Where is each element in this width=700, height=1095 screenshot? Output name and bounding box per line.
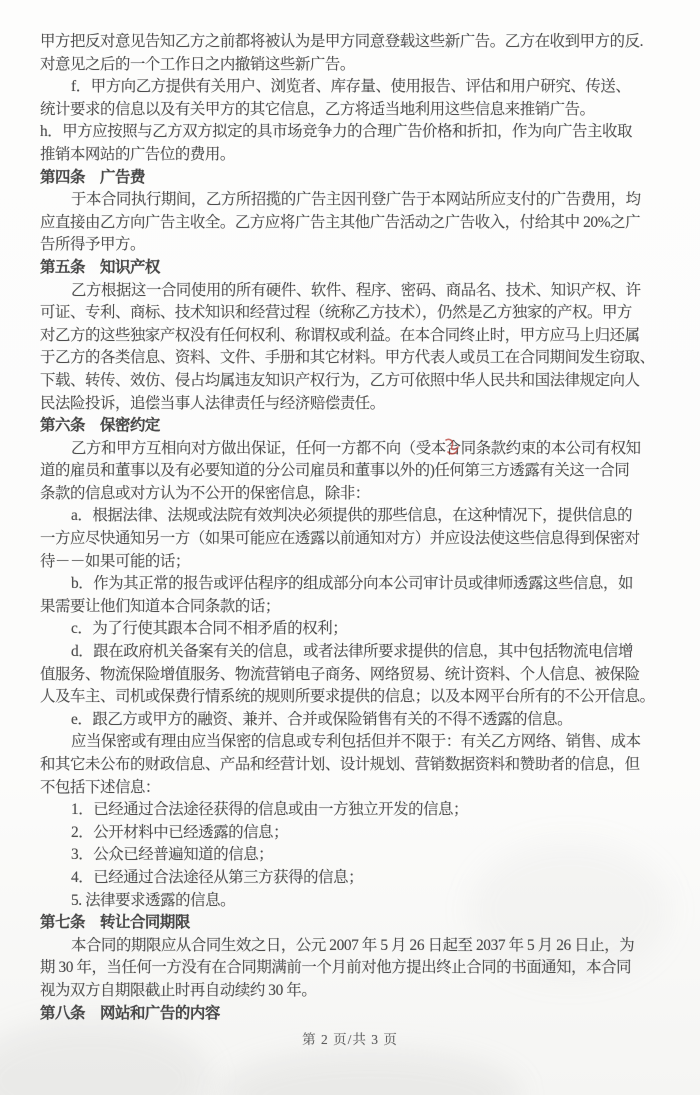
text-line: 3．公众已经普遍知道的信息； [71, 846, 274, 864]
text-line: 民法险投诉，追偿当事人法律责任与经济赔偿责任。 [40, 394, 385, 412]
text-line: 视为双方自期限截止时再自动续约 30 年。 [40, 981, 317, 999]
text-line: 可证、专利、商标、技术知识和经营过程（统称乙方技术），仍然是乙方独家的产权。甲方 [40, 304, 632, 322]
text-line: 人及车主、司机或保费行情系统的规则所要求提供的信息；以及本网平台所有的不公开信息。 [40, 688, 655, 706]
text-line: 5. 法律要求透露的信息。 [71, 891, 236, 909]
text-line: 甲方把反对意见告知乙方之前都将被认为是甲方同意登载这些新广告。乙方在收到甲方的反. [40, 33, 644, 50]
section-heading: 第四条 广告费 [40, 168, 145, 186]
section-heading: 第八条 网站和广告的内容 [40, 1004, 220, 1022]
text-line: d．跟在政府机关备案有关的信息，或者法律所要求提供的信息，其中包括物流电信增 [71, 643, 633, 661]
text-line: 统计要求的信息以及有关甲方的其它信息，乙方将适当地利用这些信息来推销广告。 [40, 100, 595, 118]
text-line: 于乙方的各类信息、资料、文件、手册和其它材料。甲方代表人或员工在合同期间发生窃取、 [40, 349, 655, 367]
text-line: 一方应尽快通知另一方（如果可能应在透露以前通知对方）并应设法使这些信息得到保密对 [40, 530, 640, 548]
text-line: 道的雇员和董事以及有必要知道的分公司雇员和董事以外的)任何第三方透露有关这一合同 [40, 462, 630, 480]
text-line: a．根据法律、法规或法院有效判决必须提供的那些信息，在这种情况下，提供信息的 [71, 507, 633, 525]
text-line: f．甲方向乙方提供有关用户、浏览者、库存量、使用报告、评估和用户研究、传送、 [71, 78, 631, 96]
text-line: 果需要让他们知道本合同条款的话； [40, 597, 280, 615]
section-heading: 第七条 转让合同期限 [40, 914, 190, 932]
text-line: b．作为其正常的报告或评估程序的组成部分向本公司审计员或律师透露这些信息，如 [71, 575, 633, 593]
page-footer: 第 2 页/共 3 页 [302, 1032, 398, 1047]
text-line: 告所得予甲方。 [40, 236, 145, 254]
scan-shading [220, 1050, 520, 1095]
contract-body [40, 31, 666, 1025]
text-line: 不包括下述信息： [40, 778, 160, 796]
text-line: 条款的信息或对方认为不公开的保密信息，除非： [40, 484, 370, 502]
text-line: 值服务、物流保险增值服务、物流营销电子商务、网络贸易、统计资料、个人信息、被保险 [40, 665, 640, 683]
text-line: 乙方和甲方互相向对方做出保证，任何一方都不向（受本合同条款约束的本公司有权知 [71, 439, 641, 457]
text-line: 期 30 年，当任何一方没有在合同期满前一个月前对他方提出终止合同的书面通知，本合同 [40, 959, 632, 977]
section-heading: 第六条 保密约定 [40, 417, 160, 435]
text-line: 待－－如果可能的话； [40, 552, 190, 570]
text-line: 对意见之后的一个工作日之内撤销这些新广告。 [40, 55, 355, 73]
text-line: 1．已经通过合法途径获得的信息或由一方独立开发的信息； [71, 801, 469, 819]
text-line: 应当保密或有理由应当保密的信息或专利包括但并不限于：有关乙方网络、销售、成本 [71, 733, 641, 751]
text-line: 对乙方的这些独家产权没有任何权利、称谓权或利益。在本合同终止时，甲方应马上归还属 [40, 326, 640, 344]
section-heading: 第五条 知识产权 [40, 258, 160, 276]
text-line: h．甲方应按照与乙方双方拟定的具市场竞争力的合理广告价格和折扣，作为向广告主收取 [40, 123, 632, 141]
text-line: 于本合同执行期间，乙方所招揽的广告主因刊登广告于本网站所应支付的广告费用，均 [71, 191, 641, 209]
text-line: 和其它未公布的财政信息、产品和经营计划、设计规划、营销数据资料和赞助者的信息，但 [40, 756, 640, 773]
text-line: 推销本网站的广告位的费用。 [40, 145, 235, 163]
text-line: 乙方根据这一合同使用的所有硬件、软件、程序、密码、商品名、技术、知识产权、许 [71, 281, 641, 299]
text-line: 应直接由乙方向广告主收全。乙方应将广告主其他广告活动之广告收入，付给其中 20%之广 [40, 213, 641, 231]
text-line: c．为了行使其跟本合同不相矛盾的权利； [71, 620, 348, 638]
text-line: 本合同的期限应从合同生效之日，公元 2007 年 5 月 26 日起至 2037 年 5 月 26 日止，为 [71, 936, 635, 954]
text-line: 下载、转传、效仿、侵占均属违友知识产权行为，乙方可依照中华人民共和国法律规定向人 [40, 371, 640, 389]
text-line: e．跟乙方或甲方的融资、兼并、合并或保险销售有关的不得不透露的信息。 [71, 710, 573, 728]
text-line: 2．公开材料中已经透露的信息； [71, 823, 289, 841]
text-line: 4．已经通过合法途径从第三方获得的信息； [71, 868, 364, 886]
